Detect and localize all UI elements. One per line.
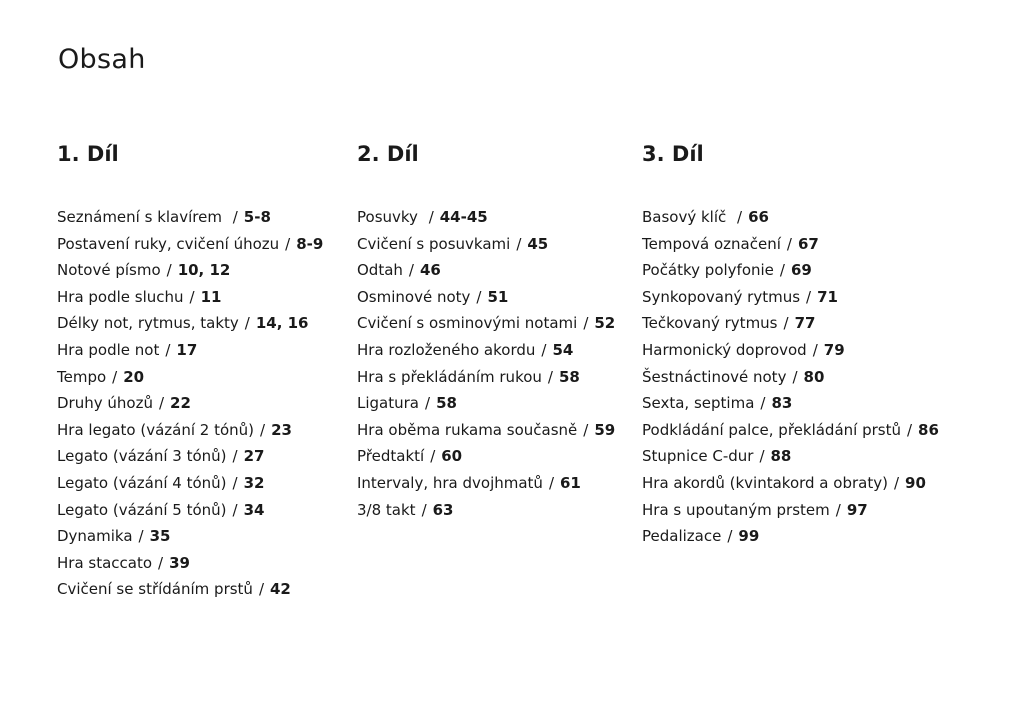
entry-title: Sexta, septima	[642, 394, 755, 413]
entry-title: Předtaktí	[357, 447, 425, 466]
toc-entry	[57, 284, 323, 311]
entry-page-numbers: 11	[200, 287, 222, 306]
toc-entry	[357, 417, 615, 444]
entry-title: Ligatura	[357, 394, 419, 413]
entry-page-numbers: 60	[441, 447, 463, 466]
entry-page-numbers: 35	[149, 527, 171, 546]
separator: /	[759, 447, 765, 466]
entry-title: Tempo	[57, 367, 107, 386]
entry-title: Dynamika	[57, 527, 133, 546]
entry-title: Legato (vázání 4 tónů)	[57, 473, 227, 492]
entry-title: Odtah	[357, 261, 403, 280]
entry-page-numbers: 42	[270, 580, 291, 599]
entry-title: Seznámení s klavírem	[57, 208, 227, 226]
toc-entry	[642, 443, 939, 470]
entry-title: Hra s upoutaným prstem	[642, 500, 830, 519]
entry-page-numbers: 14, 16	[255, 314, 309, 333]
entry-page-numbers: 20	[123, 367, 145, 386]
entry-title: Délky not, rytmus, takty	[57, 314, 239, 333]
separator: /	[783, 314, 789, 333]
toc-entry	[642, 257, 939, 284]
toc-entry	[357, 364, 615, 391]
separator: /	[835, 500, 841, 519]
toc-entry	[642, 390, 939, 417]
separator: /	[428, 208, 434, 226]
separator: /	[258, 580, 264, 599]
separator: /	[158, 394, 165, 413]
entry-page-numbers: 51	[487, 287, 509, 306]
entry-page-numbers: 5-8	[243, 208, 271, 226]
entry-title: Hra s překládáním rukou	[357, 367, 542, 386]
separator: /	[232, 473, 238, 492]
separator: /	[189, 287, 195, 306]
entry-title: Synkopovaný rytmus	[642, 287, 801, 306]
separator: /	[285, 234, 291, 253]
entry-title: Cvičení s osminovými notami	[357, 314, 578, 333]
toc-entry	[357, 284, 615, 311]
separator: /	[166, 261, 172, 280]
entry-page-numbers: 45	[527, 234, 549, 253]
entry-page-numbers: 8-9	[296, 234, 324, 253]
entry-page-numbers: 59	[594, 420, 616, 439]
entry-title: 3/8 takt	[357, 500, 416, 519]
separator: /	[138, 527, 144, 546]
separator: /	[541, 340, 547, 359]
entry-page-numbers: 52	[594, 314, 616, 333]
toc-entry	[57, 470, 323, 497]
separator: /	[792, 367, 798, 386]
entry-page-numbers: 97	[846, 500, 868, 519]
entry-title: Stupnice C-dur	[642, 447, 754, 466]
toc-entry	[642, 204, 939, 231]
toc-column-part-1	[57, 140, 323, 603]
entry-title: Tempová označení	[642, 234, 781, 253]
entry-page-numbers: 71	[817, 287, 838, 306]
entry-page-numbers: 34	[243, 500, 265, 519]
separator: /	[516, 234, 522, 253]
entry-title: Harmonický doprovod	[642, 340, 807, 359]
separator: /	[786, 234, 792, 253]
entry-page-numbers: 99	[738, 527, 760, 546]
toc-list	[57, 204, 323, 603]
entry-title: Hra akordů (kvintakord a obraty)	[642, 473, 888, 492]
entry-page-numbers: 58	[436, 394, 457, 413]
separator: /	[476, 287, 482, 306]
entry-title: Hra legato (vázání 2 tónů)	[57, 420, 255, 439]
entry-title: Hra rozloženého akordu	[357, 340, 536, 359]
separator: /	[430, 447, 436, 466]
toc-entry	[642, 417, 939, 444]
entry-page-numbers: 22	[170, 394, 191, 413]
entry-title: Šestnáctinové noty	[642, 367, 787, 386]
entry-page-numbers: 79	[823, 340, 845, 359]
toc-entry	[357, 310, 615, 337]
toc-column-part-2	[357, 140, 615, 523]
part-heading: 2. Díl	[357, 142, 419, 166]
toc-entry	[357, 443, 615, 470]
separator: /	[165, 340, 171, 359]
entry-title: Postavení ruky, cvičení úhozu	[57, 234, 280, 253]
entry-page-numbers: 44-45	[439, 208, 488, 226]
toc-entry	[57, 257, 323, 284]
toc-entry	[357, 257, 615, 284]
entry-title: Hra podle sluchu	[57, 287, 184, 306]
entry-title: Podkládání palce, překládání prstů	[642, 420, 901, 439]
separator: /	[408, 261, 414, 280]
toc-entry	[57, 523, 323, 550]
separator: /	[547, 367, 553, 386]
entry-title: Legato (vázání 5 tónů)	[57, 500, 227, 519]
entry-page-numbers: 88	[770, 447, 792, 466]
entry-page-numbers: 10, 12	[177, 261, 231, 280]
separator: /	[737, 208, 743, 226]
entry-page-numbers: 46	[419, 261, 441, 280]
toc-entry	[57, 576, 323, 603]
toc-entry	[642, 470, 939, 497]
toc-entry	[357, 204, 615, 231]
part-heading: 3. Díl	[642, 142, 704, 166]
separator: /	[906, 420, 913, 439]
entry-page-numbers: 61	[560, 473, 581, 492]
entry-page-numbers: 58	[558, 367, 580, 386]
toc-entry	[642, 284, 939, 311]
entry-title: Basový klíč	[642, 208, 732, 226]
entry-page-numbers: 83	[771, 394, 793, 413]
toc-column-part-3	[642, 140, 939, 550]
entry-title: Hra podle not	[57, 340, 160, 359]
toc-list	[357, 204, 615, 523]
entry-page-numbers: 67	[797, 234, 819, 253]
entry-title: Intervaly, hra dvojhmatů	[357, 473, 543, 492]
entry-title: Hra staccato	[57, 553, 153, 572]
toc-list	[642, 204, 939, 550]
page-title: Obsah	[58, 44, 146, 75]
toc-entry	[57, 390, 323, 417]
separator: /	[548, 473, 554, 492]
separator: /	[779, 261, 785, 280]
toc-entry	[642, 231, 939, 258]
entry-title: Počátky polyfonie	[642, 261, 774, 280]
separator: /	[425, 394, 431, 413]
separator: /	[806, 287, 812, 306]
toc-entry	[642, 310, 939, 337]
separator: /	[244, 314, 250, 333]
toc-entry	[357, 231, 615, 258]
toc-entry	[642, 523, 939, 550]
toc-entry	[57, 443, 323, 470]
toc-entry	[57, 364, 323, 391]
entry-page-numbers: 86	[918, 420, 939, 439]
entry-page-numbers: 39	[169, 553, 190, 572]
entry-title: Cvičení se střídáním prstů	[57, 580, 253, 599]
separator: /	[893, 473, 900, 492]
separator: /	[158, 553, 164, 572]
separator: /	[112, 367, 118, 386]
separator: /	[583, 420, 589, 439]
separator: /	[583, 314, 589, 333]
entry-title: Druhy úhozů	[57, 394, 153, 413]
toc-entry	[57, 497, 323, 524]
separator: /	[421, 500, 427, 519]
toc-entry	[57, 337, 323, 364]
toc-entry	[57, 417, 323, 444]
toc-entry	[57, 204, 323, 231]
entry-page-numbers: 69	[790, 261, 812, 280]
separator: /	[727, 527, 733, 546]
entry-title: Pedalizace	[642, 527, 722, 546]
entry-title: Cvičení s posuvkami	[357, 234, 511, 253]
separator: /	[260, 420, 266, 439]
separator: /	[232, 500, 238, 519]
toc-entry	[57, 310, 323, 337]
entry-title: Legato (vázání 3 tónů)	[57, 447, 227, 466]
separator: /	[232, 208, 238, 226]
toc-entry	[642, 497, 939, 524]
entry-page-numbers: 27	[243, 447, 265, 466]
entry-page-numbers: 17	[176, 340, 198, 359]
separator: /	[760, 394, 766, 413]
entry-page-numbers: 32	[243, 473, 265, 492]
entry-title: Posuvky	[357, 208, 423, 226]
entry-title: Hra oběma rukama současně	[357, 420, 578, 439]
entry-page-numbers: 66	[748, 208, 769, 226]
entry-page-numbers: 54	[552, 340, 574, 359]
toc-entry	[642, 337, 939, 364]
toc-entry	[357, 470, 615, 497]
entry-page-numbers: 77	[794, 314, 816, 333]
separator: /	[812, 340, 818, 359]
toc-entry	[357, 390, 615, 417]
entry-title: Tečkovaný rytmus	[642, 314, 778, 333]
entry-page-numbers: 23	[271, 420, 292, 439]
entry-title: Osminové noty	[357, 287, 471, 306]
entry-page-numbers: 80	[803, 367, 825, 386]
entry-page-numbers: 63	[432, 500, 454, 519]
toc-entry	[642, 364, 939, 391]
toc-entry	[57, 231, 323, 258]
entry-page-numbers: 90	[905, 473, 926, 492]
toc-entry	[357, 337, 615, 364]
toc-entry	[357, 497, 615, 524]
entry-title: Notové písmo	[57, 261, 161, 280]
separator: /	[232, 447, 238, 466]
part-heading: 1. Díl	[57, 142, 119, 166]
toc-entry	[57, 550, 323, 577]
